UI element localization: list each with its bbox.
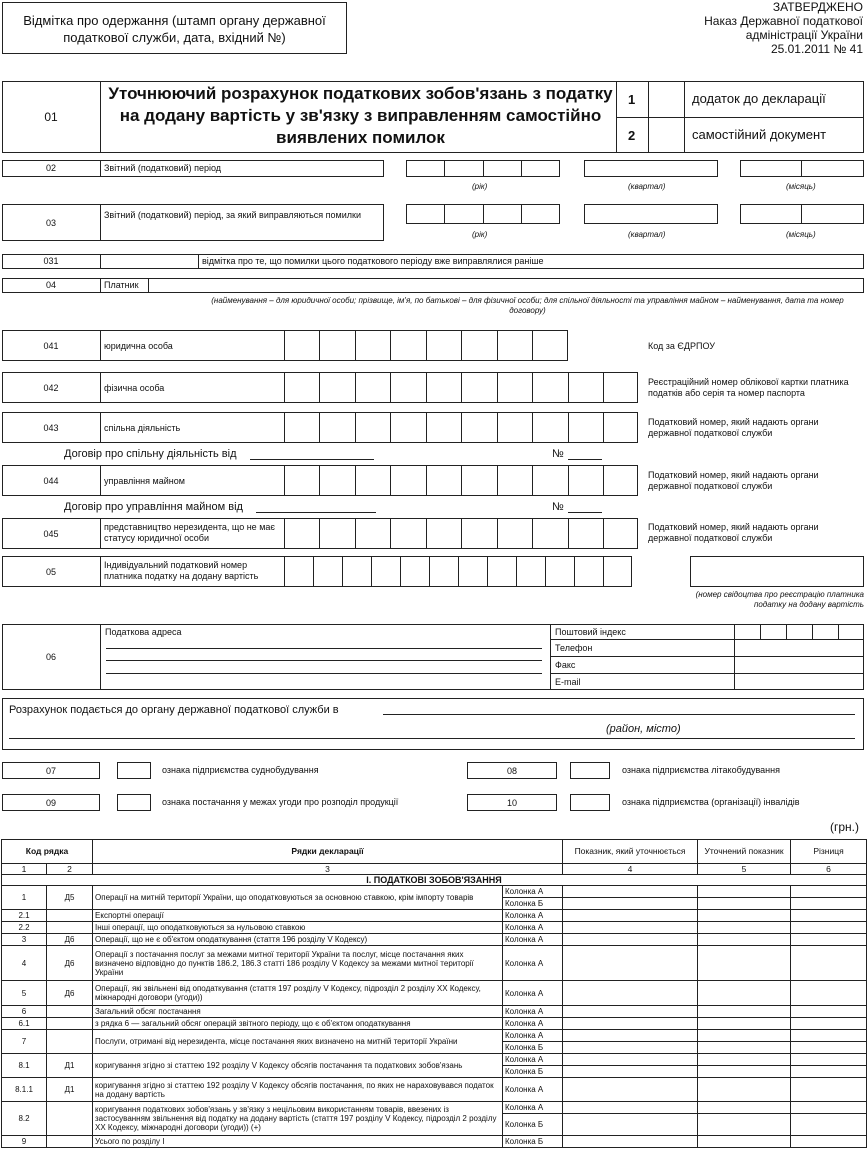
row-2-2-code: 2.2 [2, 922, 47, 934]
field-09-label: ознака постачання у межах угоди про розподіл продукції [162, 797, 399, 807]
row-6-ref [47, 1006, 93, 1018]
row-8-2-text: коригування податкових зобов'язань у зв'язку з нецільовим використанням товарів, ввезених із застосуванням звільнення від податку на додану вартість (стаття 197 розділу V Кодексу, підрозділ 2 розділу ХХ Кодексу, міжнародні договори (угоди)) (+) [93, 1102, 503, 1136]
postal-code-label: Поштовий індекс [555, 627, 626, 637]
email-input[interactable] [735, 674, 863, 689]
row-8-1a-difference[interactable] [791, 1054, 867, 1066]
field-043-right: Податковий номер, який надають органи державної податкової служби [648, 417, 819, 438]
field-031-label: відмітка про те, що помилки цього податкового періоду вже виправлялися раніше [202, 256, 544, 266]
row-6-1-ref [47, 1018, 93, 1030]
field-06-label: Податкова адреса [105, 627, 182, 637]
row-8-1-1-clarified[interactable] [698, 1078, 791, 1102]
doc-type-1-checkbox[interactable] [649, 82, 684, 116]
row-4-col-a: Колонка А [503, 946, 563, 981]
row-8-2a-difference[interactable] [791, 1102, 867, 1114]
property-contract-no-input[interactable] [568, 512, 602, 513]
row-8-1a-clarified[interactable] [698, 1054, 791, 1066]
row-9-ref [47, 1136, 93, 1148]
row-7b-indicator[interactable] [563, 1042, 698, 1054]
row-8-1-1-code: 8.1.1 [2, 1078, 47, 1102]
row-7a-difference[interactable] [791, 1030, 867, 1042]
email-label: E-mail [555, 677, 581, 687]
row-9-col-b: Колонка Б [503, 1136, 563, 1148]
row-5-code: 5 [2, 981, 47, 1006]
row-8-2a-indicator[interactable] [563, 1102, 698, 1114]
field-05-label: Індивідуальний податковий номер платника податку на додану вартість [104, 560, 259, 581]
row-2-1-col-a: Колонка А [503, 910, 563, 922]
field-04-label: Платник [104, 280, 139, 290]
row-1b-difference[interactable] [791, 898, 867, 910]
fax-input[interactable] [735, 657, 863, 672]
row-3-indicator[interactable] [563, 934, 698, 946]
field-044-code: 044 [43, 476, 59, 486]
approval-line-1: ЗАТВЕРДЖЕНО [772, 0, 863, 14]
row-2-2-ref [47, 922, 93, 934]
row-6-1-difference[interactable] [791, 1018, 867, 1030]
row-5-indicator[interactable] [563, 981, 698, 1006]
row-3-text: Операції, що не є об'єктом оподаткування (стаття 196 розділу V Кодексу) [93, 934, 503, 946]
row-5-clarified[interactable] [698, 981, 791, 1006]
header-lines: Рядки декларації [93, 840, 563, 864]
row-7b-clarified[interactable] [698, 1042, 791, 1054]
field-05-note: (номер свідоцтва про реєстрацію платника податку на додану вартість [695, 590, 864, 609]
colnum-6: 6 [791, 864, 867, 875]
field-10-label: ознака підприємства (організації) інвалідів [622, 797, 800, 807]
row-2-1-difference[interactable] [791, 910, 867, 922]
field-045-right: Податковий номер, який надають органи державної податкової служби [648, 522, 819, 543]
row-7b-difference[interactable] [791, 1042, 867, 1054]
row-8-2b-difference[interactable] [791, 1114, 867, 1136]
row-7-code: 7 [2, 1030, 47, 1054]
field-07-label: ознака підприємства суднобудування [162, 765, 319, 775]
row-9-code: 9 [2, 1136, 47, 1148]
field-02-quarter[interactable] [584, 160, 718, 177]
field-045-code: 045 [43, 529, 59, 539]
row-2-1-clarified[interactable] [698, 910, 791, 922]
property-contract-date-input[interactable] [256, 512, 376, 513]
property-contract-label: Договір про управління майном від [64, 501, 243, 513]
field-07-code: 07 [2, 762, 100, 779]
period-03-month-label: (місяць) [786, 230, 816, 239]
approval-block [704, 0, 863, 56]
row-8-1-code: 8.1 [2, 1054, 47, 1078]
row-1a-indicator[interactable] [563, 886, 698, 898]
row-8-1a-indicator[interactable] [563, 1054, 698, 1066]
field-041-code: 041 [43, 341, 59, 351]
approval-line-2: Наказ Державної податкової [704, 14, 863, 28]
row-4-difference[interactable] [791, 946, 867, 981]
row-9-indicator[interactable] [563, 1136, 698, 1148]
row-6-code: 6 [2, 1006, 47, 1018]
row-8-2b-clarified[interactable] [698, 1114, 791, 1136]
field-041-right: Код за ЄДРПОУ [648, 341, 715, 351]
field-042-label: фізична особа [104, 383, 165, 393]
row-9-text: Усього по розділу І [93, 1136, 503, 1148]
row-7-col-b: Колонка Б [503, 1042, 563, 1054]
row-2-2-col-a: Колонка А [503, 922, 563, 934]
field-07-checkbox[interactable] [117, 762, 151, 779]
field-041-label: юридична особа [104, 341, 173, 351]
row-8-1-col-a: Колонка А [503, 1054, 563, 1066]
phone-label: Телефон [555, 643, 593, 653]
row-1-code: 1 [2, 886, 47, 910]
row-1-text: Операції на митній території України, що оподатковуються за основною ставкою, крім імпорту товарів [93, 886, 503, 910]
row-8-1-1-text: коригування згідно зі статтею 192 розділу V Кодексу обсягів постачання, по яких не нараховувався податок на додану вартість [93, 1078, 503, 1102]
field-02-code: 02 [45, 163, 56, 173]
header-clarified: Уточнений показник [698, 840, 791, 864]
field-10-checkbox[interactable] [570, 794, 610, 811]
field-042-right: Реєстраційний номер облікової картки платника податків або серія та номер паспорта [648, 377, 849, 398]
row-3-clarified[interactable] [698, 934, 791, 946]
row-6-col-a: Колонка А [503, 1006, 563, 1018]
field-08-label: ознака підприємства літакобудування [622, 765, 780, 775]
joint-contract-no-label: № [552, 448, 564, 460]
currency-label: (грн.) [829, 820, 859, 834]
postal-code-input[interactable] [735, 625, 863, 638]
row-8-1b-clarified[interactable] [698, 1066, 791, 1078]
row-4-text: Операції з постачання послуг за межами митної території України та послуг, місце постачання яких визначено відповідно до пунктів 186.2, 186.3 статті 186 розділу V Кодексу за межами митної території України [93, 946, 503, 981]
row-8-2-ref [47, 1102, 93, 1136]
property-contract-no-label: № [552, 501, 564, 513]
title-code: 01 [44, 110, 58, 124]
fax-label: Факс [555, 660, 576, 670]
form-title: Уточнюючий розрахунок податкових зобов'язань з податку на додану вартість у зв'язку з виправленням самостійно виявлених помилок [108, 84, 613, 147]
doc-type-1-num: 1 [628, 92, 636, 107]
declaration-table [1, 839, 867, 1148]
row-8-1-1-ref: Д1 [47, 1078, 93, 1102]
field-10-code: 10 [467, 794, 557, 811]
colnum-2: 2 [47, 864, 93, 875]
field-03-quarter[interactable] [584, 204, 718, 224]
doc-type-2-checkbox[interactable] [649, 118, 684, 152]
period-03-year-label: (рік) [472, 230, 488, 239]
row-5-difference[interactable] [791, 981, 867, 1006]
row-9-clarified[interactable] [698, 1136, 791, 1148]
joint-contract-no-input[interactable] [568, 459, 602, 460]
row-8-2-col-a: Колонка А [503, 1102, 563, 1114]
field-08-checkbox[interactable] [570, 762, 610, 779]
field-08-code: 08 [467, 762, 557, 779]
row-8-1-1-difference[interactable] [791, 1078, 867, 1102]
row-4-indicator[interactable] [563, 946, 698, 981]
row-6-1-code: 6.1 [2, 1018, 47, 1030]
header-indicator: Показник, який уточнюється [563, 840, 698, 864]
row-4-ref: Д6 [47, 946, 93, 981]
period-02-quarter-label: (квартал) [628, 182, 666, 191]
period-02-year-label: (рік) [472, 182, 488, 191]
row-7-col-a: Колонка А [503, 1030, 563, 1042]
field-03-month[interactable] [740, 204, 864, 224]
row-6-1-indicator[interactable] [563, 1018, 698, 1030]
row-8-1-1-col-a: Колонка А [503, 1078, 563, 1102]
row-5-text: Операції, які звільнені від оподаткування (стаття 197 розділу V Кодексу, підрозділ 2 розділу ХХ Кодексу, міжнародні договори (угоди)) [93, 981, 503, 1006]
row-1-ref: Д5 [47, 886, 93, 910]
joint-contract-label: Договір про спільну діяльність від [64, 448, 237, 460]
row-3-code: 3 [2, 934, 47, 946]
field-09-code: 09 [2, 794, 100, 811]
colnum-3: 3 [93, 864, 563, 875]
tax-address-line-3[interactable] [106, 673, 542, 674]
row-2-2-difference[interactable] [791, 922, 867, 934]
row-2-1-ref [47, 910, 93, 922]
row-7-ref [47, 1030, 93, 1054]
row-9-difference[interactable] [791, 1136, 867, 1148]
tax-address-line-2[interactable] [106, 660, 542, 661]
row-8-1-text: коригування згідно зі статтею 192 розділу V Кодексу обсягів постачання та податкових зобов'язань [93, 1054, 503, 1078]
row-7a-clarified[interactable] [698, 1030, 791, 1042]
row-8-1-ref: Д1 [47, 1054, 93, 1078]
header-code: Код рядка [2, 840, 93, 864]
approval-line-4: 25.01.2011 № 41 [770, 42, 863, 56]
row-3-ref: Д6 [47, 934, 93, 946]
field-031-checkbox[interactable] [101, 255, 197, 268]
row-1-col-a: Колонка А [503, 886, 563, 898]
submission-label: Розрахунок подається до органу державної податкової служби в [9, 704, 339, 716]
row-2-2-clarified[interactable] [698, 922, 791, 934]
colnum-5: 5 [698, 864, 791, 875]
colnum-1: 1 [2, 864, 47, 875]
row-1a-difference[interactable] [791, 886, 867, 898]
row-4-clarified[interactable] [698, 946, 791, 981]
row-8-2a-clarified[interactable] [698, 1102, 791, 1114]
field-02-label: Звітний (податковий) період [104, 163, 222, 173]
field-03-label: Звітний (податковий) період, за який виправляються помилки [104, 210, 361, 220]
row-1b-clarified[interactable] [698, 898, 791, 910]
row-1b-indicator[interactable] [563, 898, 698, 910]
field-04-note: (найменування – для юридичної особи; прізвище, ім'я, по батькові – для фізичної особи; для спільної діяльності та управління майном – найменування, дата та номер договору) [211, 296, 844, 315]
row-8-2-col-b: Колонка Б [503, 1114, 563, 1136]
row-6-1-text: з рядка 6 — загальний обсяг операцій звітного періоду, що є об'єктом оподаткування [93, 1018, 503, 1030]
submission-authority-input[interactable] [383, 714, 855, 715]
row-7a-indicator[interactable] [563, 1030, 698, 1042]
row-3-difference[interactable] [791, 934, 867, 946]
row-5-col-a: Колонка А [503, 981, 563, 1006]
doc-type-2-num: 2 [628, 128, 636, 143]
row-3-col-a: Колонка А [503, 934, 563, 946]
field-04-code: 04 [45, 280, 56, 290]
tax-address-line-1[interactable] [106, 648, 542, 649]
row-6-clarified[interactable] [698, 1006, 791, 1018]
row-6-1-clarified[interactable] [698, 1018, 791, 1030]
row-2-1-code: 2.1 [2, 910, 47, 922]
field-031-code: 031 [43, 256, 59, 266]
field-05-code: 05 [45, 567, 56, 577]
row-2-2-text: Інші операції, що оподатковуються за нульовою ставкою [93, 922, 503, 934]
period-03-quarter-label: (квартал) [628, 230, 666, 239]
field-09-checkbox[interactable] [117, 794, 151, 811]
row-8-1b-indicator[interactable] [563, 1066, 698, 1078]
doc-type-1-label: додаток до декларації [692, 91, 826, 106]
field-045-label: представництво нерезидента, що не має статусу юридичної особи [104, 522, 275, 543]
field-02-month[interactable] [740, 160, 864, 177]
doc-type-2-label: самостійний документ [692, 127, 827, 142]
row-6-1-col-a: Колонка А [503, 1018, 563, 1030]
row-8-1b-difference[interactable] [791, 1066, 867, 1078]
joint-contract-date-input[interactable] [250, 459, 374, 460]
row-8-2b-indicator[interactable] [563, 1114, 698, 1136]
row-5-ref: Д6 [47, 981, 93, 1006]
field-06-code: 06 [45, 652, 56, 662]
field-044-label: управління майном [104, 476, 185, 486]
row-2-1-text: Експортні операції [93, 910, 503, 922]
approval-line-3: адміністрації України [745, 28, 863, 42]
payer-name-input[interactable] [149, 279, 863, 292]
row-2-1-indicator[interactable] [563, 910, 698, 922]
row-2-2-indicator[interactable] [563, 922, 698, 934]
row-1-col-b: Колонка Б [503, 898, 563, 910]
row-6-difference[interactable] [791, 1006, 867, 1018]
submission-note: (район, місто) [606, 723, 681, 735]
phone-input[interactable] [735, 640, 863, 655]
row-4-code: 4 [2, 946, 47, 981]
row-6-indicator[interactable] [563, 1006, 698, 1018]
field-043-code: 043 [43, 423, 59, 433]
row-8-2-code: 8.2 [2, 1102, 47, 1136]
section-title: І. ПОДАТКОВІ ЗОБОВ'ЯЗАННЯ [2, 875, 867, 886]
field-044-right: Податковий номер, який надають органи державної податкової служби [648, 470, 819, 491]
header-difference: Різниця [791, 840, 867, 864]
row-1a-clarified[interactable] [698, 886, 791, 898]
receipt-stamp-text: Відмітка про одержання (штамп органу державної податкової служби, дата, вхідний №) [23, 13, 326, 45]
vat-certificate-number-input[interactable] [690, 556, 864, 587]
receipt-stamp-box [2, 2, 347, 54]
field-03-code: 03 [45, 218, 56, 228]
row-8-1-col-b: Колонка Б [503, 1066, 563, 1078]
period-02-month-label: (місяць) [786, 182, 816, 191]
field-043-label: спільна діяльність [104, 423, 181, 433]
row-7-text: Послуги, отримані від нерезидента, місце постачання яких визначено на митній території України [93, 1030, 503, 1054]
colnum-4: 4 [563, 864, 698, 875]
row-8-1-1-indicator[interactable] [563, 1078, 698, 1102]
row-6-text: Загальний обсяг постачання [93, 1006, 503, 1018]
field-042-code: 042 [43, 383, 59, 393]
